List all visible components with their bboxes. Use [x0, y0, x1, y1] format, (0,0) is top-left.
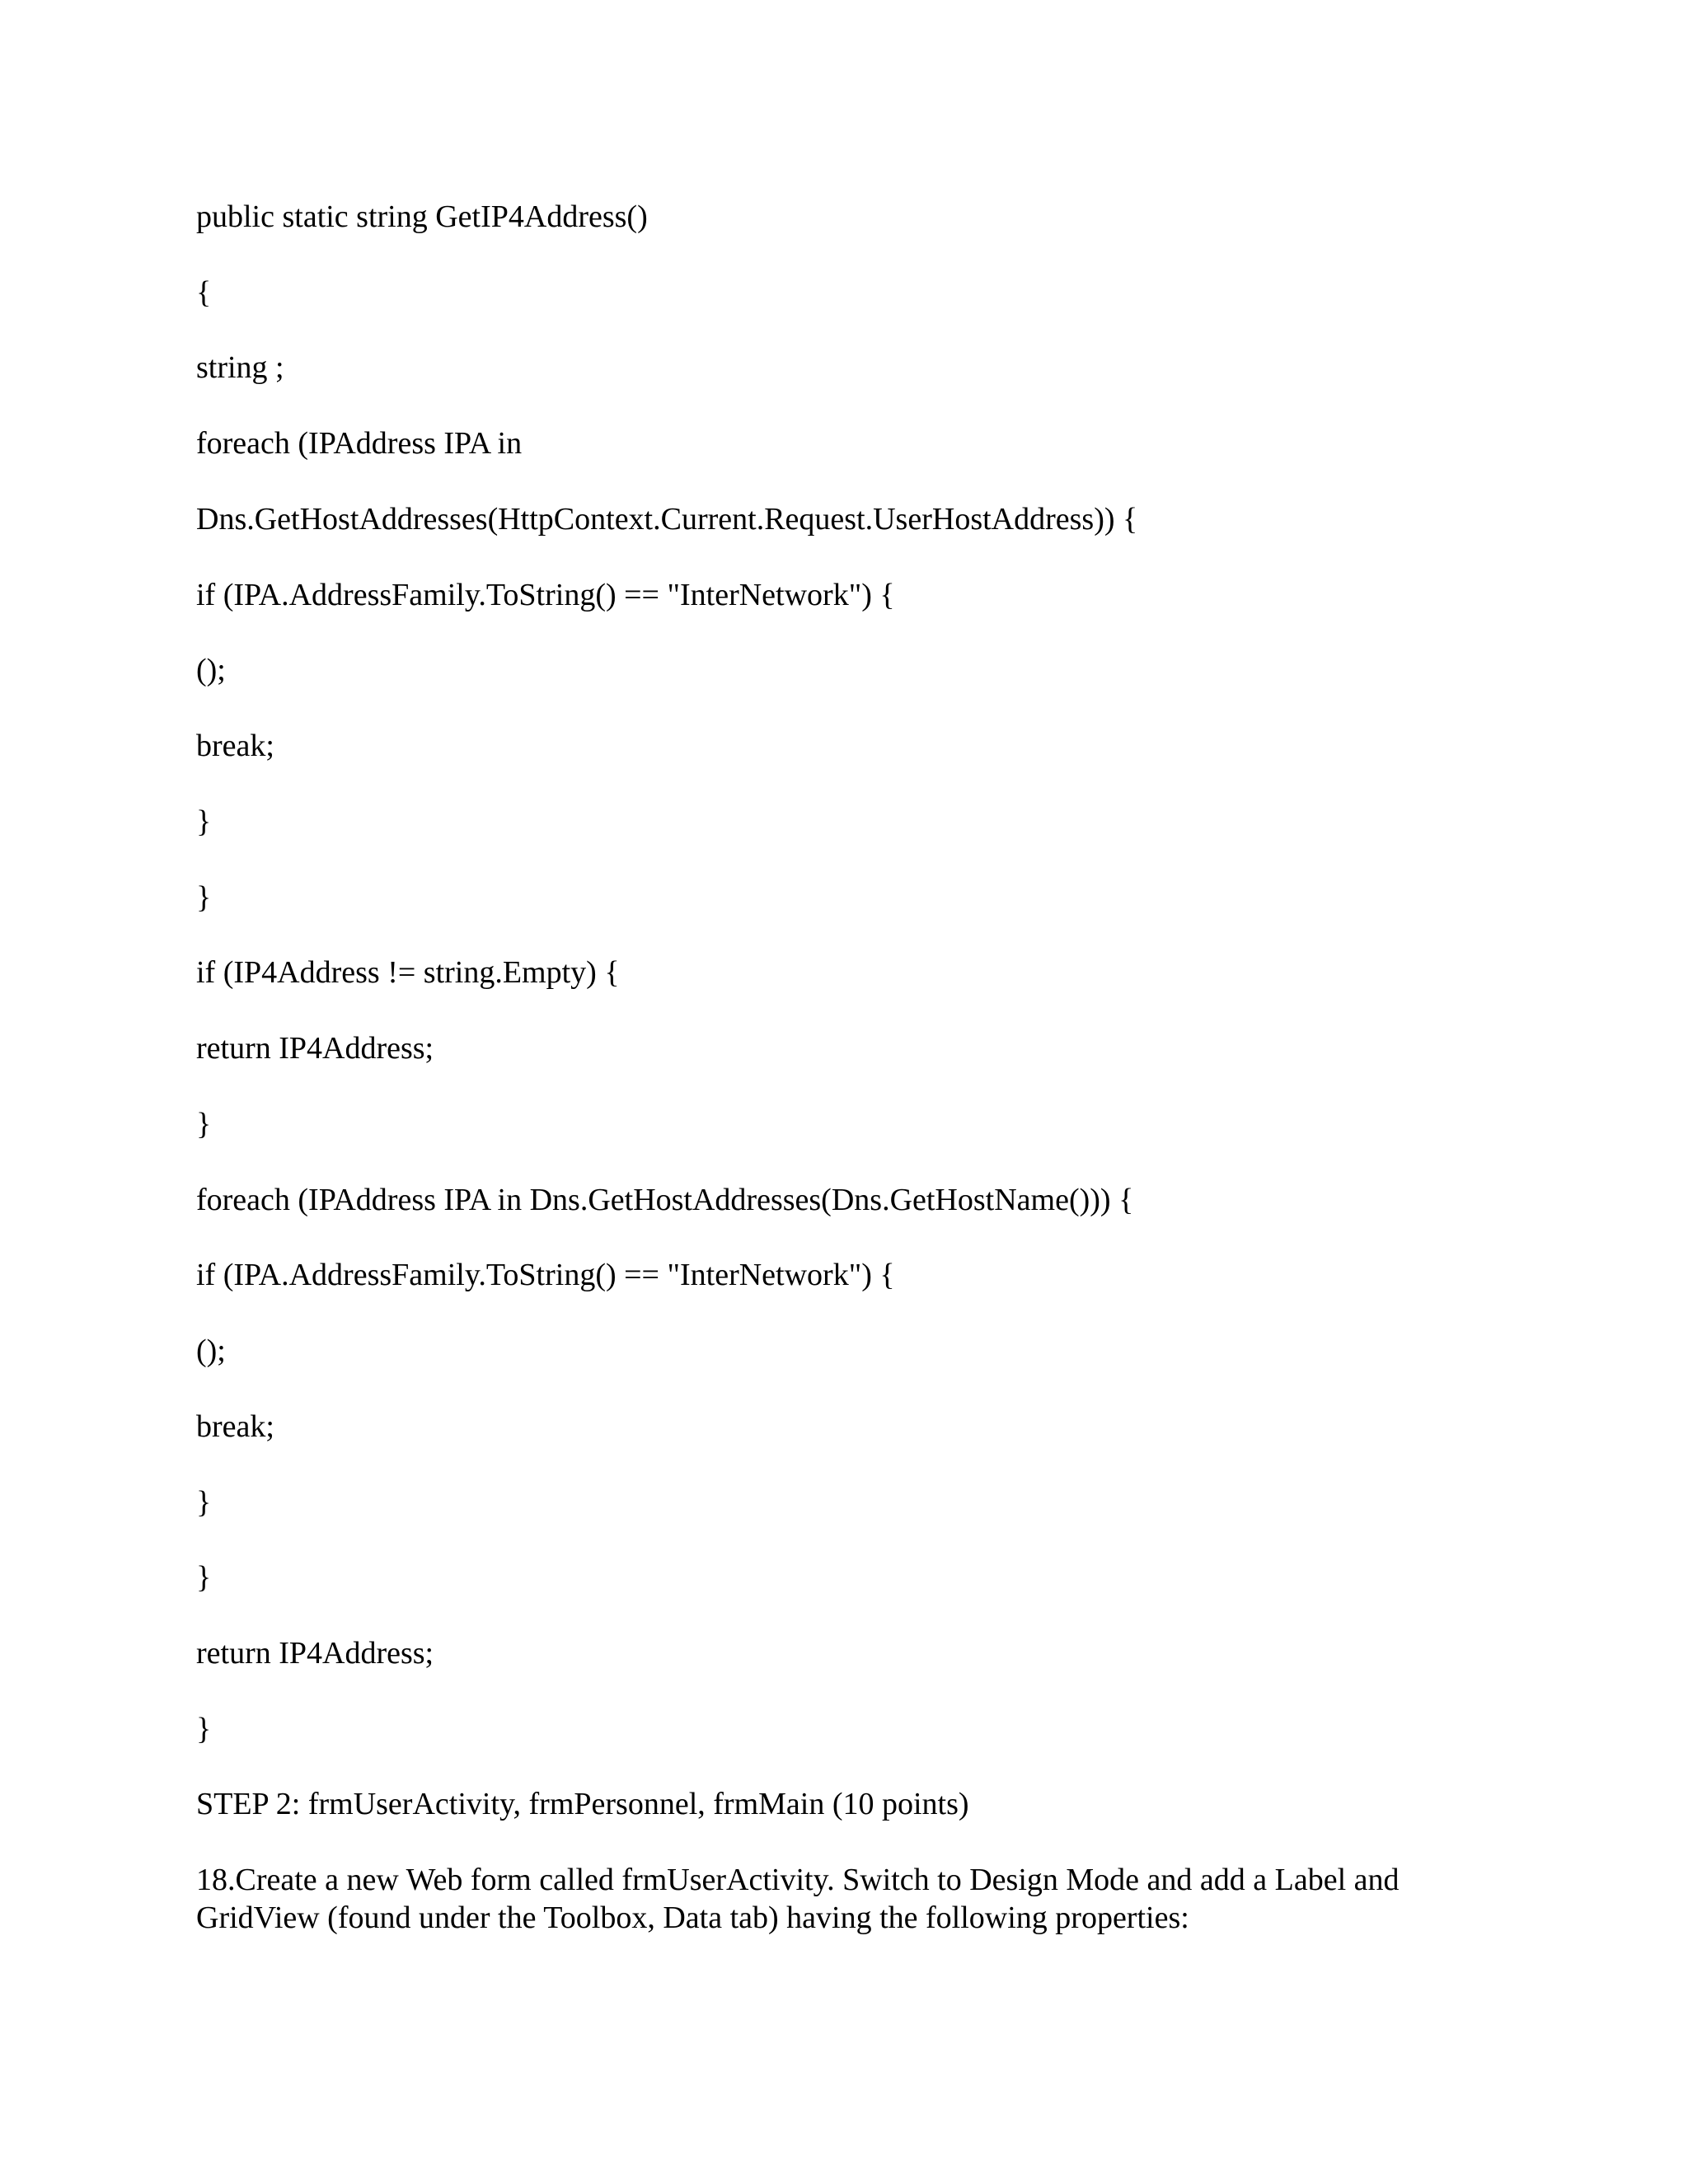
code-line: if (IPA.AddressFamily.ToString() == "InterNetwork") {	[196, 1258, 895, 1292]
code-line: foreach (IPAddress IPA in Dns.GetHostAddresses(Dns.GetHostName())) {	[196, 1183, 1134, 1217]
code-line: }	[196, 804, 212, 839]
code-line: if (IPA.AddressFamily.ToString() == "InterNetwork") {	[196, 578, 895, 612]
code-line: {	[196, 275, 212, 310]
code-line: ();	[196, 1333, 226, 1368]
code-line: return IP4Address;	[196, 1636, 434, 1671]
code-line: foreach (IPAddress IPA in	[196, 426, 523, 461]
code-line: break;	[196, 729, 274, 763]
code-line: Dns.GetHostAddresses(HttpContext.Current.Request.UserHostAddress)) {	[196, 502, 1138, 537]
code-line: }	[196, 1560, 212, 1595]
code-line: }	[196, 1485, 212, 1520]
code-line: }	[196, 880, 212, 915]
code-line: break;	[196, 1409, 274, 1444]
step-heading: STEP 2: frmUserActivity, frmPersonnel, frmMain (10 points)	[196, 1787, 969, 1821]
code-line: public static string GetIP4Address()	[196, 199, 648, 234]
code-line: }	[196, 1712, 212, 1746]
code-line: }	[196, 1107, 212, 1141]
instruction-paragraph: 18.Create a new Web form called frmUserActivity. Switch to Design Mode and add a Label and GridView (found under the Toolbox, Data tab) having the following properties:	[196, 1863, 1400, 1935]
code-line: return IP4Address;	[196, 1031, 434, 1066]
code-line: if (IP4Address != string.Empty) {	[196, 955, 620, 990]
code-line: string ;	[196, 350, 284, 385]
code-line: ();	[196, 653, 226, 687]
